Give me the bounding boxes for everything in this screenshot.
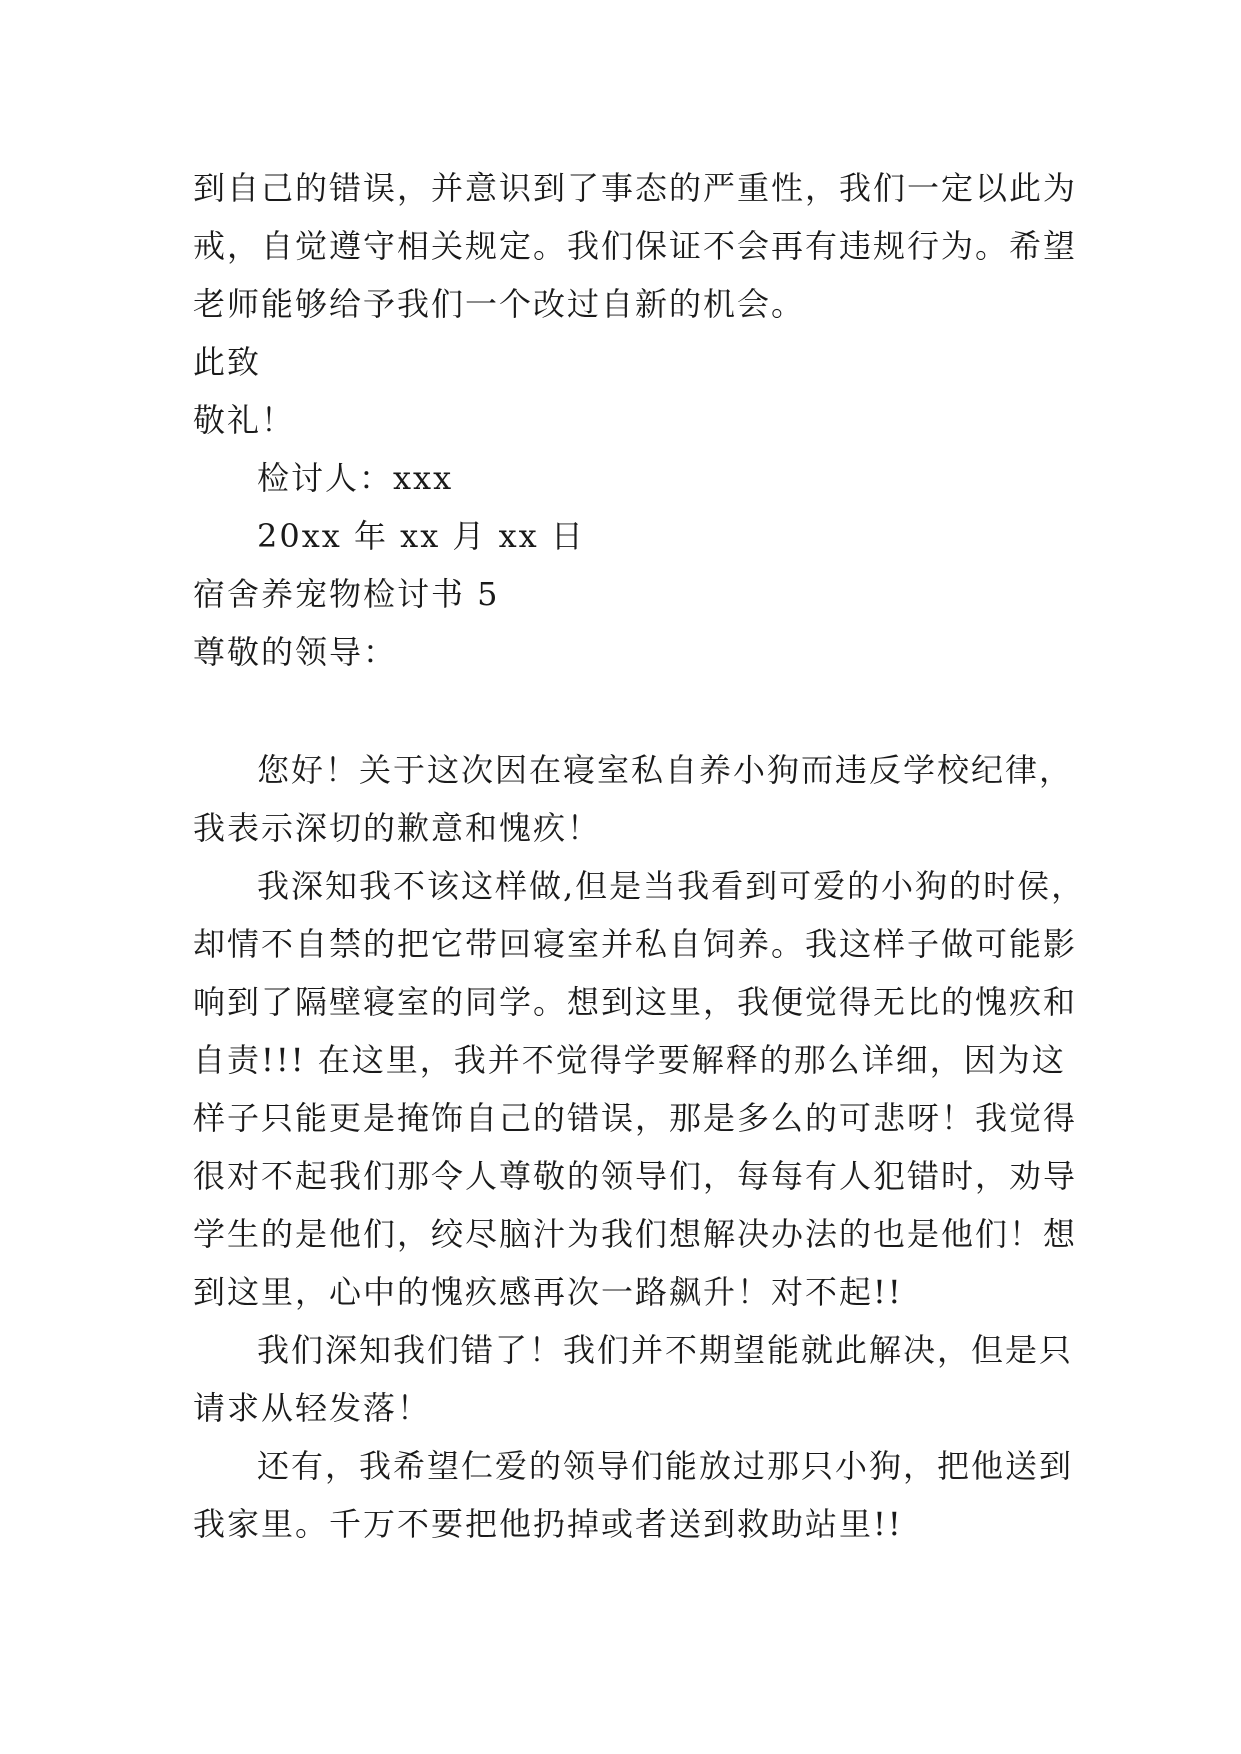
paragraph-line: 却情不自禁的把它带回寝室并私自饲养。我这样子做可能影 xyxy=(193,925,1078,963)
paragraph-line: 自责!!! 在这里，我并不觉得学要解释的那么详细，因为这 xyxy=(193,1041,1066,1079)
paragraph-line: 到这里，心中的愧疚感再次一路飙升！对不起!! xyxy=(193,1273,903,1311)
paragraph-line: 老师能够给予我们一个改过自新的机会。 xyxy=(193,285,806,323)
signature-name: 检讨人：xxx xyxy=(257,459,454,497)
paragraph-line: 我们深知我们错了！我们并不期望能就此解决，但是只 xyxy=(257,1331,1074,1369)
paragraph-line: 请求从轻发落！ xyxy=(193,1389,432,1427)
closing-salutation: 敬礼！ xyxy=(193,401,296,439)
paragraph-line: 样子只能更是掩饰自己的错误，那是多么的可悲呀！我觉得 xyxy=(193,1099,1078,1137)
closing-line: 此致 xyxy=(193,343,262,381)
paragraph-line: 学生的是他们，绞尽脑汁为我们想解决办法的也是他们！想 xyxy=(193,1215,1078,1253)
paragraph-line: 戒，自觉遵守相关规定。我们保证不会再有违规行为。希望 xyxy=(193,227,1078,265)
paragraph-line: 很对不起我们那令人尊敬的领导们，每每有人犯错时，劝导 xyxy=(193,1157,1078,1195)
paragraph-line: 还有，我希望仁爱的领导们能放过那只小狗，把他送到 xyxy=(257,1447,1074,1485)
paragraph-line: 我表示深切的歉意和愧疚！ xyxy=(193,809,602,847)
signature-date: 20xx 年 xx 月 xx 日 xyxy=(257,517,585,555)
salutation: 尊敬的领导： xyxy=(193,633,398,671)
paragraph-line: 我深知我不该这样做,但是当我看到可爱的小狗的时侯， xyxy=(257,867,1086,905)
document-title: 宿舍养宠物检讨书 5 xyxy=(193,575,500,613)
paragraph-line: 您好！关于这次因在寝室私自养小狗而违反学校纪律， xyxy=(257,751,1074,789)
paragraph-line: 响到了隔壁寝室的同学。想到这里，我便觉得无比的愧疚和 xyxy=(193,983,1078,1021)
paragraph-line: 到自己的错误，并意识到了事态的严重性，我们一定以此为 xyxy=(193,169,1078,207)
paragraph-line: 我家里。千万不要把他扔掉或者送到救助站里!! xyxy=(193,1505,903,1543)
